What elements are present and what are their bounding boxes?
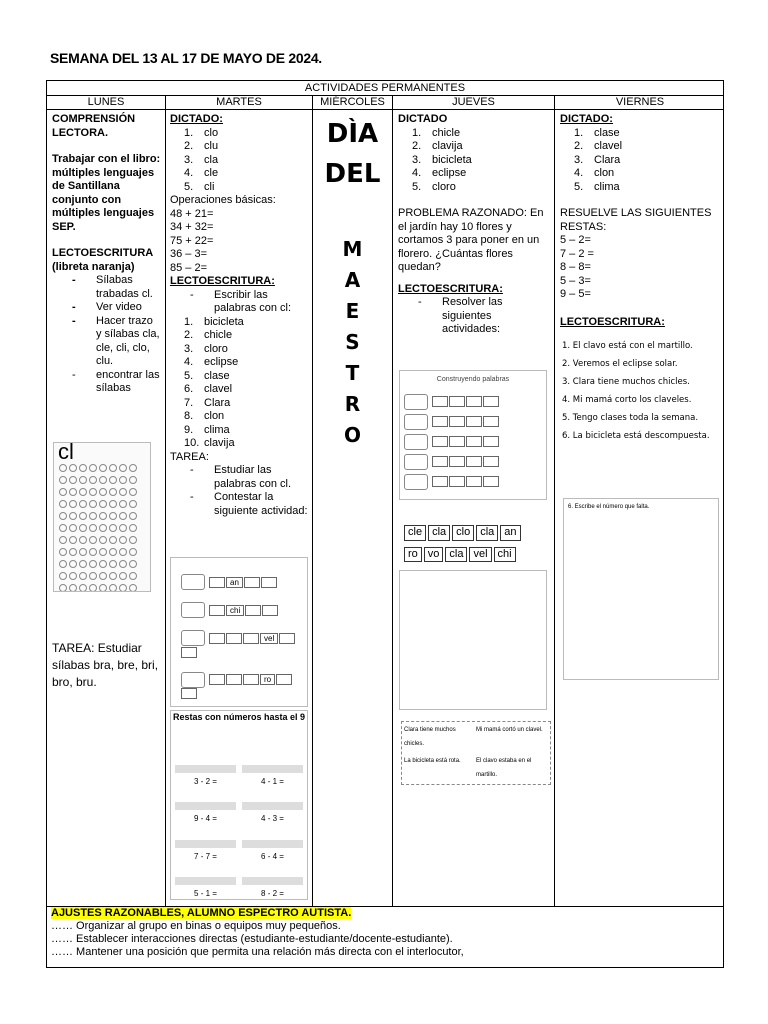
syllable-dot: [89, 584, 97, 592]
word-row: [181, 630, 307, 660]
viernes-frases: [560, 337, 723, 445]
word-row: [181, 574, 307, 590]
syllable-dot: [89, 536, 97, 544]
maestro-letter: E: [345, 299, 360, 323]
list-item: 2. chicle: [184, 329, 233, 341]
syllable-dot: [79, 464, 87, 472]
syllable-dot: [99, 476, 107, 484]
syllable-dot: [119, 536, 127, 544]
construyendo-palabras-image: [399, 370, 547, 500]
col-martes: [166, 110, 313, 906]
syllable-dot: [59, 572, 67, 580]
list-item: - Estudiar las palabras con cl.: [190, 464, 292, 490]
syllable-dot: [69, 476, 77, 484]
miercoles-del: DEL: [324, 159, 381, 189]
syllable-dot: [129, 524, 137, 532]
syllable-box: ro: [260, 674, 275, 685]
martes-lecto-dash: - Escribir las palabras con cl:: [190, 288, 292, 314]
construct-row: [404, 474, 542, 490]
list-item: 48 + 21=: [170, 207, 214, 220]
syllable-dot: [59, 476, 67, 484]
syllable-dot: [79, 584, 87, 592]
list-item: 5. clase: [184, 369, 230, 382]
syllable-dot: [59, 560, 67, 568]
day-viernes: VIERNES: [615, 96, 665, 108]
syllable-dot: [79, 524, 87, 532]
footer-title: AJUSTES RAZONABLES, ALUMNO ESPECTRO AUTISTA.: [51, 907, 352, 919]
syllable-dot: [109, 524, 117, 532]
missing-number-worksheet-image: [563, 498, 719, 680]
lunes-libro: Trabajar con el libro: múltiples lenguajes de Santillana conjunto con múltiples lenguajes SEP.: [52, 153, 161, 233]
subtraction-worksheet-image: [170, 710, 308, 900]
syllable-card: cla: [445, 547, 467, 563]
syllable-dot: [129, 488, 137, 496]
picture-icon: [181, 574, 205, 590]
list-item: 85 – 2=: [170, 261, 208, 274]
syllable-dot: [89, 464, 97, 472]
syllable-dot: [109, 464, 117, 472]
syllable-dot: [59, 548, 67, 556]
syllable-dot: [119, 512, 127, 520]
list-item: 34 + 32=: [170, 221, 214, 233]
list-item: 4. Mi mamá corto los claveles.: [562, 395, 692, 405]
syllable-dot: [69, 524, 77, 532]
day-jueves: JUEVES: [393, 95, 555, 109]
maestro-letter: O: [343, 423, 361, 447]
syllable-dot: [99, 464, 107, 472]
syllable-dot: [129, 464, 137, 472]
martes-dictado-title: DICTADO:: [170, 113, 223, 125]
syllable-dot: [89, 500, 97, 508]
subtraction-item: 4 - 3 =: [242, 802, 303, 826]
syllable-dot: [59, 500, 67, 508]
syllable-dot: [89, 476, 97, 484]
picture-icon: [181, 602, 205, 618]
jueves-problema: PROBLEMA RAZONADO: En el jardín hay 10 flores y cortamos 3 para poner en un florero. ¿Cuántas flores quedan?: [398, 207, 544, 273]
syllable-dot: [99, 524, 107, 532]
list-item: 4. cle: [184, 167, 219, 179]
syllable-cards: [403, 524, 553, 563]
subtraction-item: 4 - 1 =: [242, 765, 303, 789]
syllable-card: cla: [476, 525, 498, 541]
syllable-dot: [89, 548, 97, 556]
syllable-card: an: [500, 525, 520, 541]
syllable-dot: [129, 572, 137, 580]
construyendo-title: Construyendo palabras: [436, 376, 510, 383]
list-item: …… Establecer interacciones directas (estudiante-estudiante/docente-estudiante).: [51, 933, 453, 945]
syllable-dot: [129, 548, 137, 556]
syllable-dot: [99, 548, 107, 556]
syllable-box: an: [226, 577, 243, 588]
syllable-dot: [79, 488, 87, 496]
subtraction-item: 7 - 7 =: [175, 840, 236, 864]
list-item: 3. Clara tiene muchos chicles.: [562, 377, 690, 387]
syllable-dot: [59, 584, 67, 592]
syllable-dot: [119, 572, 127, 580]
syllable-dot: [129, 476, 137, 484]
syllable-dot: [99, 488, 107, 496]
list-item: 2. clavija: [412, 140, 463, 152]
list-item: 1. El clavo está con el martillo.: [562, 341, 693, 351]
syllable-dot: [89, 488, 97, 496]
subtraction-item: 5 - 1 =: [175, 877, 236, 900]
subtraction-item: 6 - 4 =: [242, 840, 303, 864]
list-item: 6. clavel: [184, 383, 233, 395]
syllable-dot: [69, 464, 77, 472]
syllable-dot: [99, 560, 107, 568]
list-item: 1. clase: [574, 126, 620, 139]
syllable-dot: [119, 500, 127, 508]
word-row: [181, 602, 307, 618]
martes-tarea-list: [170, 464, 310, 518]
syllable-dot: [109, 560, 117, 568]
day-miercoles: MIÉRCOLES: [313, 95, 393, 109]
list-item: 75 + 22=: [170, 234, 214, 247]
viernes-resuelve: RESUELVE LAS SIGUIENTES RESTAS:: [560, 207, 712, 233]
syllable-card: ro: [404, 547, 422, 563]
syllable-dot: [119, 548, 127, 556]
syllable-dot: [69, 500, 77, 508]
syllable-box: vel: [260, 633, 278, 644]
martes-tarea-title: TAREA:: [170, 450, 209, 463]
syllable-dot: [79, 548, 87, 556]
day-header-row: [47, 95, 723, 110]
martes-dictado-list: [170, 127, 310, 195]
subtraction-item: 3 - 2 =: [175, 765, 236, 789]
martes-ops-title: Operaciones básicas:: [170, 194, 276, 206]
construct-row: [404, 394, 542, 410]
col-viernes: [555, 110, 725, 906]
syllable-dot: [129, 512, 137, 520]
viernes-dictado-title: DICTADO:: [560, 113, 613, 125]
list-item: 4. eclipse: [412, 167, 467, 179]
construct-row: [404, 454, 542, 470]
subtraction-item: 9 - 4 =: [175, 802, 236, 826]
list-item: 4. clon: [574, 167, 615, 179]
syllable-dot: [109, 572, 117, 580]
list-item: 5. clima: [574, 180, 620, 193]
list-item: 7 – 2 =: [560, 247, 594, 260]
viernes-lecto-title: LECTOESCRITURA:: [560, 315, 665, 328]
syllable-card: cle: [404, 525, 426, 541]
syllable-dot: [69, 560, 77, 568]
syllable-dot: [69, 512, 77, 520]
list-item: 5 – 3=: [560, 274, 591, 287]
jueves-lecto-title: LECTOESCRITURA:: [398, 282, 503, 295]
list-item: - Ver video: [72, 301, 142, 313]
list-item: 7. Clara: [184, 396, 231, 409]
picture-icon: [181, 672, 205, 688]
syllable-dot: [109, 500, 117, 508]
list-item: 3. bicicleta: [412, 153, 472, 166]
martes-ops-list: [170, 208, 310, 276]
list-item: 5. cloro: [412, 180, 456, 193]
syllable-worksheet-image: [53, 442, 151, 592]
syllable-dot: [119, 524, 127, 532]
list-item: …… Organizar al grupo en binas o equipos muy pequeños.: [51, 920, 341, 932]
word-row: [181, 672, 307, 702]
martes-lecto-list: [170, 316, 310, 451]
lunes-lectoescritura: LECTOESCRITURA (libreta naranja): [52, 247, 153, 273]
jueves-dictado-list: [398, 127, 552, 195]
construct-row: [404, 434, 542, 450]
syllable-dot: [99, 584, 107, 592]
list-item: - Contestar la siguiente actividad:: [190, 491, 308, 517]
jueves-lecto-dash: - Resolver las siguientes actividades:: [418, 296, 503, 335]
list-item: 5 – 2=: [560, 234, 591, 246]
list-item: …… Mantener una posición que permita una relación más directa con el interlocutor,: [51, 946, 464, 958]
picture-words-image: [399, 570, 547, 710]
table-header: ACTIVIDADES PERMANENTES: [47, 81, 723, 96]
col-miercoles: [313, 110, 393, 906]
syllable-dot: [119, 476, 127, 484]
list-item: 6. La bicicleta está descompuesta.: [562, 431, 710, 441]
syllable-dot: [119, 464, 127, 472]
list-item: 1. clo: [184, 126, 219, 139]
list-item: 3. Clara: [574, 153, 621, 166]
syllable-dot: [69, 536, 77, 544]
syllable-dot: [129, 536, 137, 544]
syllable-dot: [109, 548, 117, 556]
sentence-4: El clavo estaba en el martillo.: [476, 758, 532, 778]
syllable-card: vo: [424, 547, 444, 563]
syllable-dot: [129, 584, 137, 592]
syllable-dot: [89, 572, 97, 580]
syllable-dot: [89, 560, 97, 568]
footer-ajustes: [47, 906, 723, 959]
syllable-dot: [69, 548, 77, 556]
list-item: 5. Tengo clases toda la semana.: [562, 413, 699, 423]
maestro-letter: M: [342, 237, 363, 261]
page-title: SEMANA DEL 13 AL 17 DE MAYO DE 2024.: [50, 50, 322, 66]
list-item: 10. clavija: [184, 437, 235, 449]
lunes-comprension: COMPRENSIÓN LECTORA.: [52, 113, 136, 139]
syllable-dot: [129, 500, 137, 508]
maestro-letters: [313, 234, 392, 451]
syllable-dot: [119, 488, 127, 496]
syllable-dot: [99, 572, 107, 580]
martes-lecto-title: LECTOESCRITURA:: [170, 275, 275, 287]
subtraction-ws-title: Restas con números hasta el 9: [172, 712, 306, 722]
list-item: - Hacer trazo y sílabas cla, cle, cli, clo, clu.: [72, 314, 160, 367]
syllable-dot: [69, 584, 77, 592]
syllable-dot: [79, 512, 87, 520]
syllable-dot: [79, 500, 87, 508]
day-martes: MARTES: [166, 95, 313, 109]
syllable-dot: [69, 572, 77, 580]
list-item: 2. clavel: [574, 140, 623, 152]
syllable-dot: [79, 560, 87, 568]
word-completion-worksheet-image: [170, 557, 308, 707]
col-jueves: [393, 110, 555, 906]
sentence-strips: [401, 721, 551, 785]
syllable-dot: [59, 464, 67, 472]
list-item: 36 – 3=: [170, 248, 208, 260]
syllable-dot: [89, 524, 97, 532]
picture-icon: [181, 630, 205, 646]
construct-row: [404, 414, 542, 430]
list-item: 3. cla: [184, 153, 219, 166]
syllable-dot: [99, 500, 107, 508]
miercoles-dia: DÌA: [326, 119, 379, 149]
list-item: 1. chicle: [412, 126, 461, 139]
syllable-dot: [109, 536, 117, 544]
syllable-card: vel: [469, 547, 491, 563]
syllable-dot: [59, 488, 67, 496]
syllable-dot: [99, 512, 107, 520]
day-lunes: LUNES: [47, 95, 166, 109]
maestro-letter: S: [345, 330, 360, 354]
list-item: 5. cli: [184, 180, 215, 193]
list-item: - Sílabas trabadas cl.: [72, 274, 153, 300]
syllable-card: cla: [428, 525, 450, 541]
sentence-2: Mi mamá cortó un clavel.: [476, 727, 543, 733]
sentence-3: La bicicleta está rota.: [404, 758, 461, 764]
syllable-dot: [119, 560, 127, 568]
viernes-ws-caption: 6. Escribe el número que falta.: [568, 504, 650, 510]
syllable-dot: [109, 488, 117, 496]
viernes-restas-list: [560, 234, 723, 302]
list-item: 1. bicicleta: [184, 315, 244, 328]
maestro-letter: T: [345, 361, 360, 385]
syllable-dot: [119, 584, 127, 592]
syllable-dot: [59, 524, 67, 532]
subtraction-item: 8 - 2 =: [242, 877, 303, 900]
list-item: 4. eclipse: [184, 356, 239, 368]
syllable-dot: [79, 572, 87, 580]
list-item: 9. clima: [184, 423, 230, 436]
list-item: 2. Veremos el eclipse solar.: [562, 359, 678, 369]
maestro-letter: A: [344, 268, 361, 292]
list-item: 8 – 8=: [560, 261, 591, 273]
list-item: 9 – 5=: [560, 288, 591, 300]
syllable-card: clo: [452, 525, 474, 541]
syllable-card: chi: [494, 547, 516, 563]
list-item: 8. clon: [184, 410, 225, 422]
syllable-dot: [79, 476, 87, 484]
jueves-dictado-title: DICTADO: [398, 113, 448, 125]
col-lunes: [47, 110, 166, 906]
syllable-box: chi: [226, 605, 244, 616]
syllable-dot: [59, 512, 67, 520]
syllable-dot: [129, 560, 137, 568]
sentence-1: Clara tiene muchos chicles.: [404, 727, 456, 747]
syllable-dot: [109, 476, 117, 484]
list-item: 2. clu: [184, 140, 219, 152]
weekly-plan-table: [46, 80, 724, 968]
list-item: 3. cloro: [184, 342, 228, 355]
syllable-dot: [99, 536, 107, 544]
syllable-dot: [109, 584, 117, 592]
syllable-dot: [79, 536, 87, 544]
worksheet-letter: cl: [58, 442, 74, 464]
syllable-dot: [59, 536, 67, 544]
syllable-dot: [109, 512, 117, 520]
lunes-activities: [52, 274, 161, 396]
syllable-dot: [69, 488, 77, 496]
syllable-dot: [89, 512, 97, 520]
viernes-dictado-list: [560, 127, 723, 195]
maestro-letter: R: [344, 392, 361, 416]
lunes-tarea: TAREA: Estudiar sílabas bra, bre, bri, bro, bru.: [52, 641, 159, 689]
list-item: - encontrar las sílabas: [72, 368, 160, 394]
